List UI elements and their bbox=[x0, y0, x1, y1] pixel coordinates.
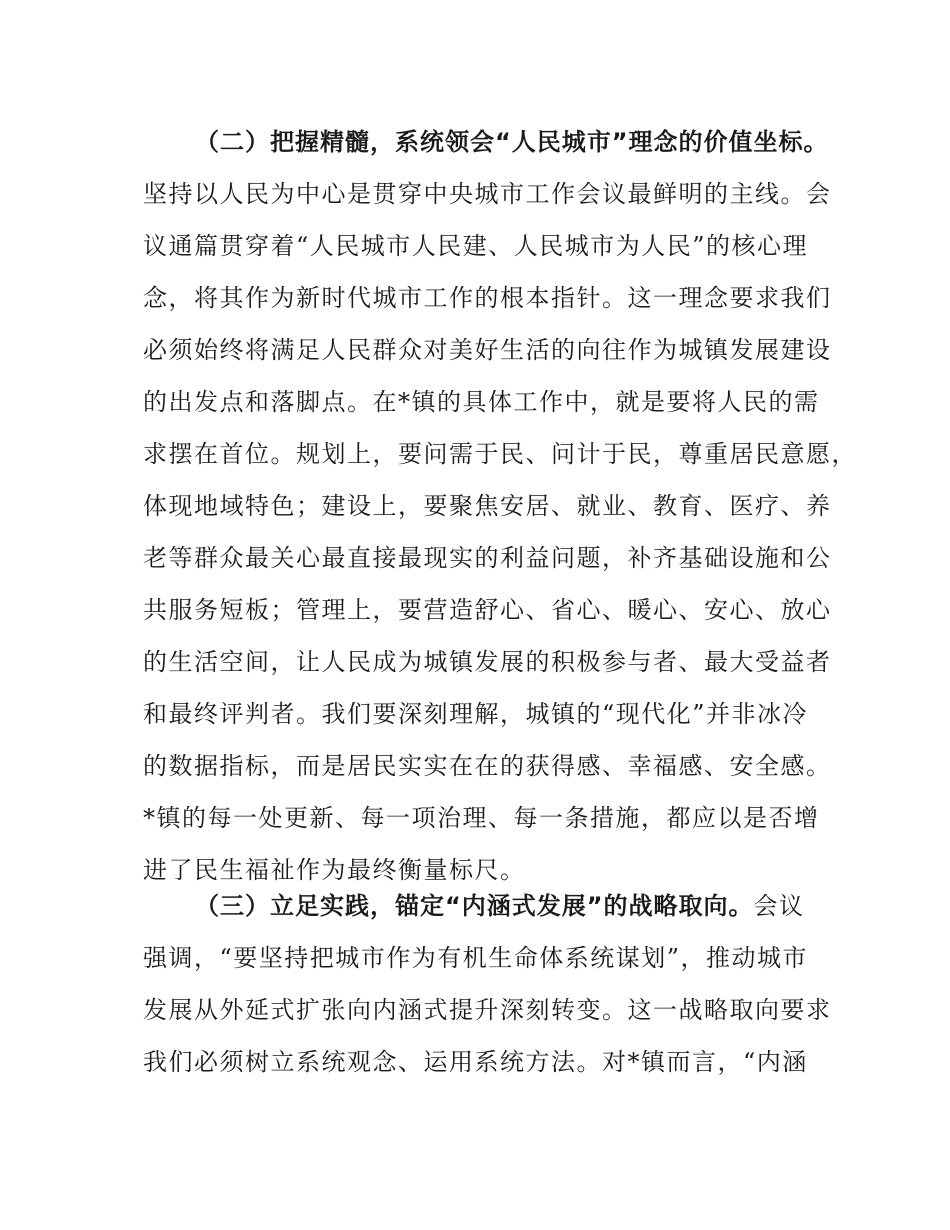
paragraph-line: 必须始终将满足人民群众对美好生活的向往作为城镇发展建设 bbox=[143, 336, 832, 364]
section-2-heading: （二）把握精髓，系统领会“人民城市”理念的价值坐标。 bbox=[195, 128, 829, 156]
paragraph-line: 的出发点和落脚点。在*镇的具体工作中，就是要将人民的需 bbox=[143, 388, 820, 416]
paragraph-line: 老等群众最关心最直接最现实的利益问题，补齐基础设施和公 bbox=[143, 544, 832, 572]
paragraph-line: 发展从外延式扩张向内涵式提升深刻转变。这一战略取向要求 bbox=[143, 996, 832, 1024]
paragraph-line: 的生活空间，让人民成为城镇发展的积极参与者、最大受益者 bbox=[143, 648, 832, 676]
paragraph-line: 念，将其作为新时代城市工作的根本指针。这一理念要求我们 bbox=[143, 284, 832, 312]
paragraph-line: 共服务短板；管理上，要营造舒心、省心、暖心、安心、放心 bbox=[143, 596, 832, 624]
paragraph-line: 体现地域特色；建设上，要聚焦安居、就业、教育、医疗、养 bbox=[143, 492, 832, 520]
paragraph-line: 和最终评判者。我们要深刻理解，城镇的“现代化”并非冰冷 bbox=[143, 700, 809, 728]
section-2-paragraph bbox=[143, 116, 857, 896]
paragraph-line: 强调，“要坚持把城市作为有机生命体系统谋划”，推动城市 bbox=[143, 944, 809, 972]
paragraph-line: 我们必须树立系统观念、运用系统方法。对*镇而言，“内涵 bbox=[143, 1048, 808, 1076]
section-3-paragraph bbox=[143, 880, 832, 1088]
section-3-heading-tail: 会议 bbox=[753, 892, 805, 920]
paragraph-line: *镇的每一处更新、每一项治理、每一条措施，都应以是否增 bbox=[143, 804, 820, 832]
paragraph-line: 坚持以人民为中心是贯穿中央城市工作会议最鲜明的主线。会 bbox=[143, 180, 832, 208]
paragraph-line: 的数据指标，而是居民实实在在的获得感、幸福感、安全感。 bbox=[143, 752, 832, 780]
section-3-heading: （三）立足实践，锚定“内涵式发展”的战略取向。 bbox=[195, 892, 754, 920]
paragraph-line: 进了民生福祉作为最终衡量标尺。 bbox=[143, 856, 526, 884]
paragraph-line: 议通篇贯穿着“人民城市人民建、人民城市为人民”的核心理 bbox=[143, 232, 809, 260]
section-3-first-line bbox=[143, 880, 823, 932]
paragraph-line: 求摆在首位。规划上，要问需于民、问计于民，尊重居民意愿， bbox=[143, 440, 857, 468]
